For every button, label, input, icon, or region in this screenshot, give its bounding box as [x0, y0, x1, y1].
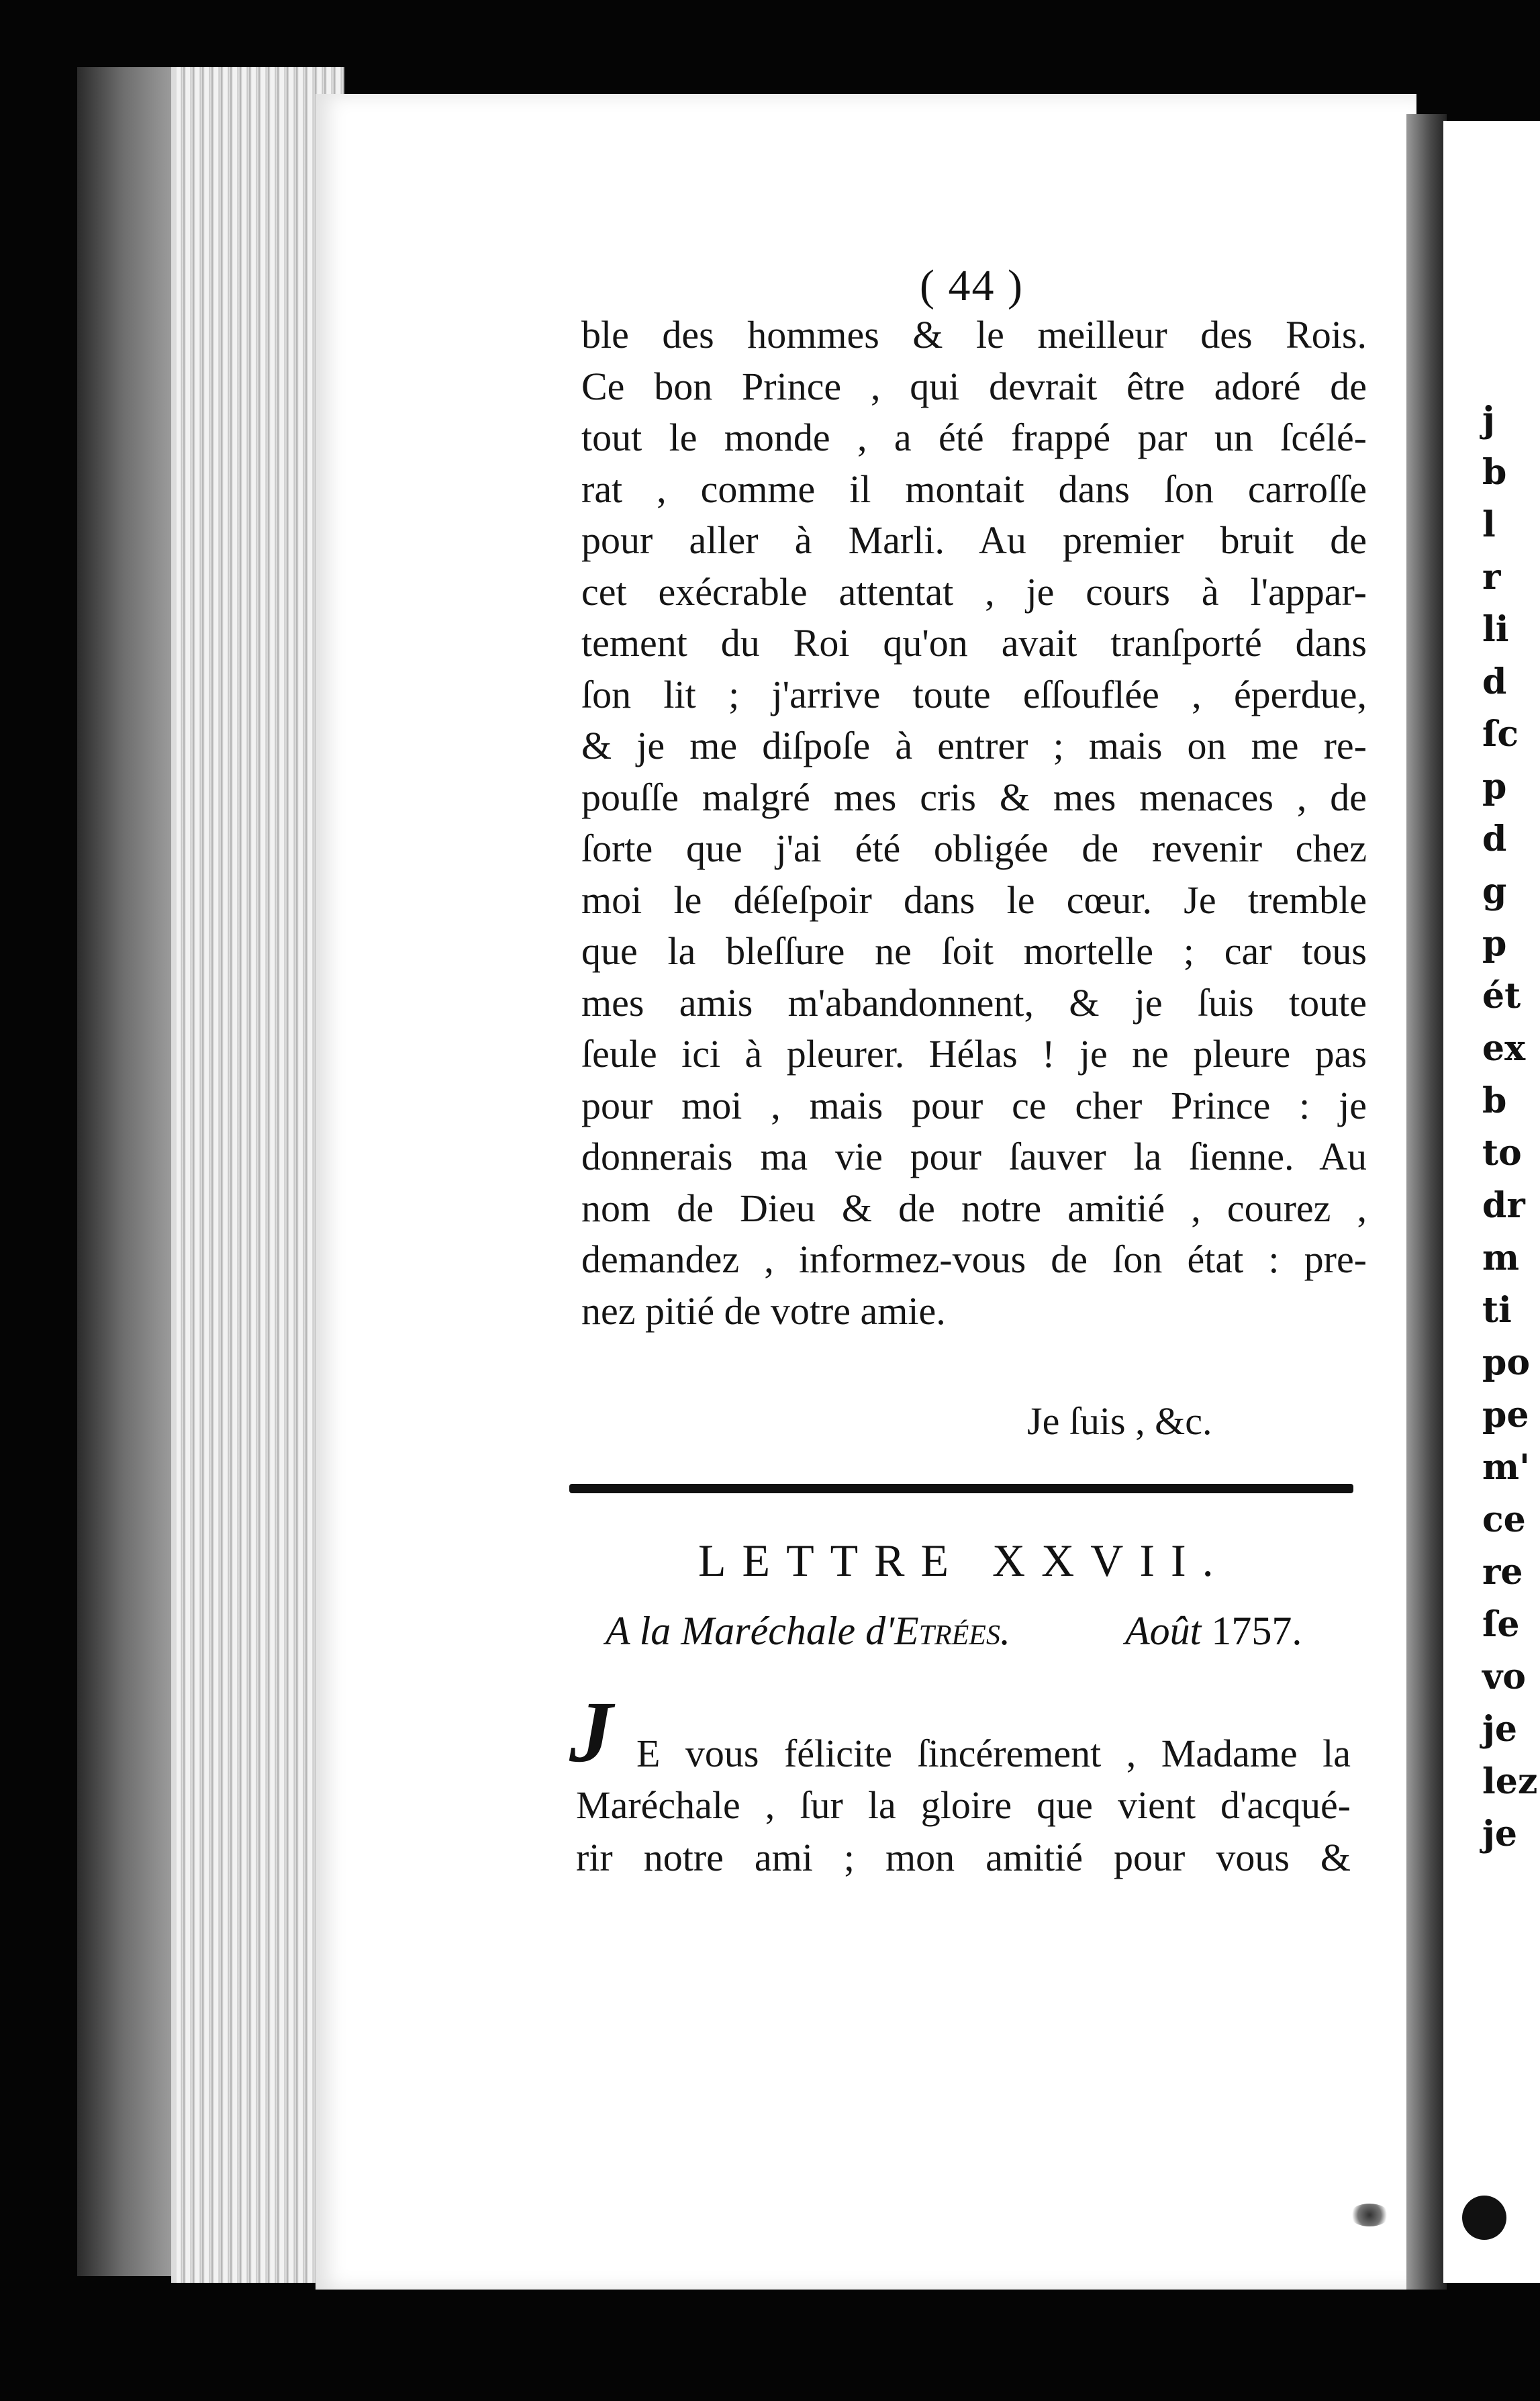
- text-line: ſorte que j'ai été obligée de revenir chez: [581, 827, 1367, 870]
- page-number: ( 44 ): [920, 261, 1024, 310]
- facing-page-fragment: vo: [1482, 1656, 1526, 1697]
- text-line: cet exécrable attentat , je cours à l'appar-: [581, 569, 1367, 614]
- text-line: Ce bon Prince , qui devrait être adoré de: [581, 364, 1367, 408]
- facing-page-fragment: ce: [1482, 1499, 1526, 1540]
- facing-page-fragment: d: [1482, 818, 1507, 859]
- facing-page-fragment: je: [1482, 1709, 1517, 1750]
- letter-date: [1125, 1608, 1302, 1654]
- facing-page-fragment: ex: [1482, 1028, 1526, 1069]
- letter-addressee: [606, 1608, 1010, 1654]
- text-line: nom de Dieu & de notre amitié , courez ,: [581, 1186, 1367, 1230]
- facing-page-fragment: p: [1482, 923, 1507, 964]
- facing-page-fragment: dr: [1482, 1185, 1525, 1226]
- letter-signoff: Je ſuis , &c.: [1027, 1399, 1212, 1443]
- text-line: demandez , informez-vous de ſon état : pre-: [581, 1237, 1367, 1281]
- facing-page-fragment: re: [1482, 1552, 1523, 1593]
- facing-page-fragment: p: [1482, 766, 1507, 807]
- facing-page-fragment: m': [1482, 1447, 1530, 1488]
- facing-page-fragment: m: [1482, 1237, 1520, 1278]
- text-line: ble des hommes & le meilleur des Rois.: [581, 313, 1367, 357]
- facing-page-fragment: je: [1482, 1814, 1517, 1854]
- letter-heading: LETTRE XXVII.: [698, 1535, 1230, 1586]
- facing-page-fragment: to: [1482, 1133, 1522, 1174]
- facing-page-fragment: b: [1482, 452, 1507, 493]
- facing-page-fragment: g: [1482, 871, 1507, 912]
- facing-page-fragment: ſe: [1482, 1604, 1520, 1645]
- text-line: pour aller à Marli. Au premier bruit de: [581, 518, 1367, 562]
- text-line: Maréchale , ſur la gloire que vient d'acqué-: [576, 1783, 1351, 1827]
- date-year: 1757.: [1211, 1609, 1302, 1653]
- facing-page-fragment: d: [1482, 661, 1507, 702]
- addressee-suffix: .: [1000, 1609, 1010, 1653]
- gutter-shadow: [1406, 114, 1447, 2290]
- facing-page-fragment: po: [1482, 1342, 1531, 1383]
- text-line: pour moi , mais pour ce cher Prince : je: [581, 1083, 1367, 1127]
- text-line: moi le déſeſpoir dans le cœur. Je tremble: [581, 878, 1367, 922]
- ink-smudge: [1349, 2204, 1390, 2226]
- facing-page-fragment: l: [1482, 504, 1496, 545]
- facing-page-fragment: ſc: [1482, 714, 1519, 755]
- text-line: tout le monde , a été frappé par un ſcélé-: [581, 416, 1367, 459]
- text-line: rir notre ami ; mon amitié pour vous &: [576, 1836, 1351, 1879]
- text-line: mes amis m'abandonnent, & je ſuis toute: [581, 980, 1367, 1025]
- text-line: rat , comme il montait dans ſon carroſſe: [581, 467, 1367, 511]
- text-line: pouſſe malgré mes cris & mes menaces , de: [581, 775, 1367, 819]
- facing-page-fragment: b: [1482, 1080, 1507, 1121]
- text-line: ſon lit ; j'arrive toute eſſouflée , éperdue,: [581, 672, 1367, 716]
- facing-page-fragment: ét: [1482, 976, 1521, 1017]
- addressee-prefix: A la Maréchale d': [606, 1609, 894, 1653]
- section-divider: [569, 1484, 1353, 1493]
- facing-page-fragment: ti: [1482, 1290, 1512, 1331]
- text-line: nez pitié de votre amie.: [581, 1288, 946, 1333]
- facing-page-fragment: j: [1482, 399, 1495, 440]
- facing-page-fragment: pe: [1482, 1395, 1529, 1435]
- text-line: E vous félicite ſincérement , Madame la: [636, 1732, 1351, 1775]
- date-month: Août: [1125, 1609, 1202, 1653]
- text-line: donnerais ma vie pour ſauver la ſienne. Au: [581, 1135, 1367, 1178]
- facing-page-fragment: li: [1482, 609, 1509, 650]
- text-line: que la bleſſure ne ſoit mortelle ; car tous: [581, 929, 1367, 973]
- drop-cap: J: [569, 1684, 613, 1781]
- text-line: & je me diſpoſe à entrer ; mais on me re-: [581, 724, 1367, 767]
- page-hole: [1462, 2196, 1506, 2240]
- facing-page-fragment: lez: [1482, 1761, 1538, 1802]
- addressee-name: Etrées: [894, 1609, 1000, 1653]
- facing-page-fragment: r: [1482, 557, 1501, 598]
- text-line: tement du Roi qu'on avait tranſporté dans: [581, 621, 1367, 665]
- text-line: ſeule ici à pleurer. Hélas ! je ne pleure pas: [581, 1032, 1367, 1076]
